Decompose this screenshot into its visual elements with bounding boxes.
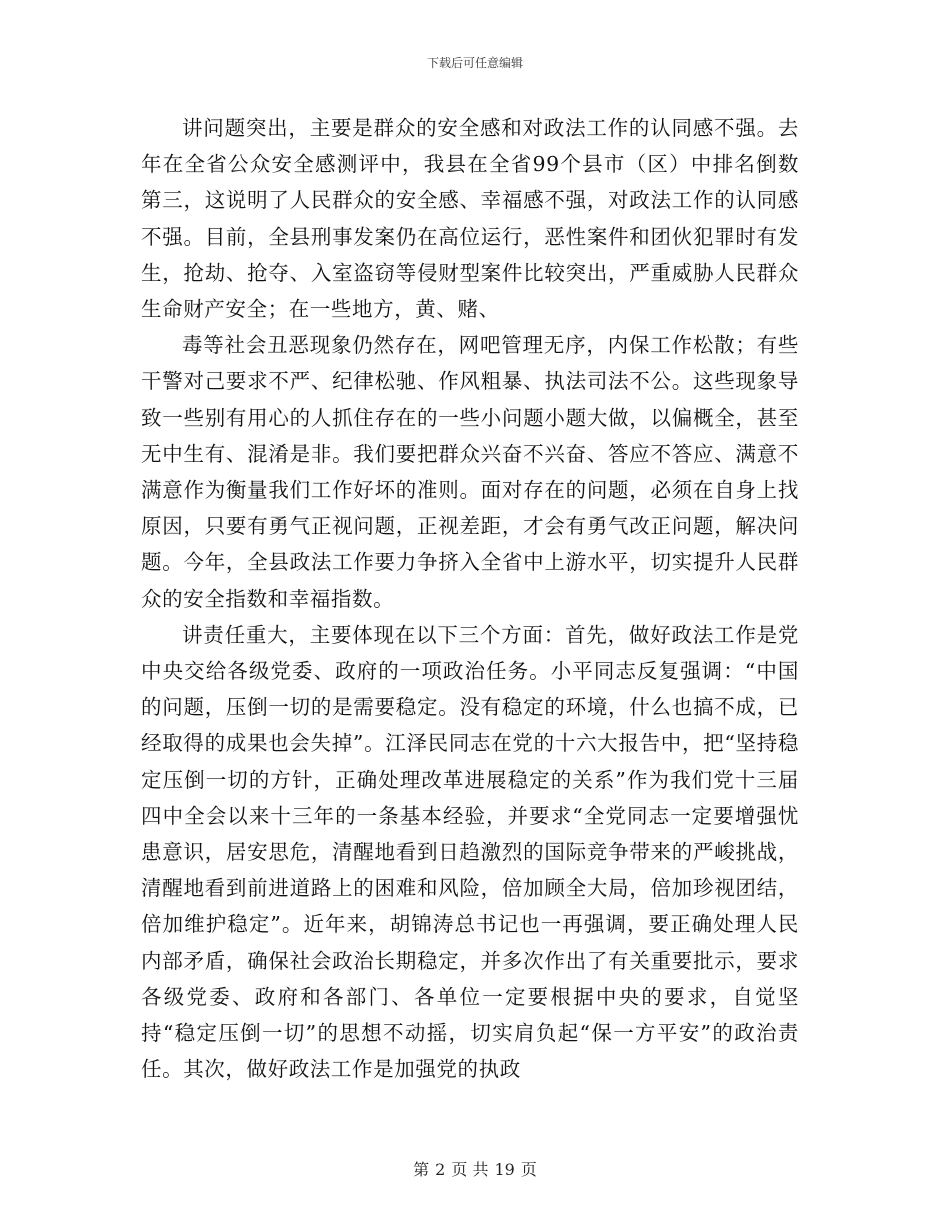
paragraph-problems: 讲问题突出，主要是群众的安全感和对政法工作的认同感不强。去年在全省公众安全感测评中，我县在全省99个县市（区）中排名倒数第三，这说明了人民群众的安全感、幸福感不强，对政法工作的认同感不强。目前，全县刑事发案仍在高位运行，恶性案件和团伙犯罪时有发生，抢劫、抢夺、入室盗窃等侵财型案件比较突出，严重威胁人民群众生命财产安全；在一些地方，黄、赌、 — [141, 116, 799, 322]
footer-middle: 页 共 — [451, 1160, 489, 1179]
footer-suffix: 页 — [520, 1160, 537, 1179]
page-header: 下载后可任意编辑 — [426, 56, 523, 70]
document-body — [141, 110, 799, 1087]
paragraph-social-issues: 毒等社会丑恶现象仍然存在，网吧管理无序，内保工作松散；有些干警对己要求不严、纪律松驰、作风粗暴、执法司法不公。这些现象导致一些别有用心的人抓住存在的一些小问题小题大做，以偏概全，甚至无中生有、混淆是非。我们要把群众兴奋不兴奋、答应不答应、满意不满意作为衡量我们工作好坏的准则。面对存在的问题，必须在自身上找原因，只要有勇气正视问题，正视差距，才会有勇气改正问题，解决问题。今年，全县政法工作要力争挤入全省中上游水平，切实提升人民群众的安全指数和幸福指数。 — [141, 333, 799, 611]
footer-current-page: 2 — [435, 1160, 446, 1179]
footer-prefix: 第 — [413, 1160, 430, 1179]
page-footer — [0, 1157, 950, 1180]
paragraph-responsibility: 讲责任重大，主要体现在以下三个方面：首先，做好政法工作是党中央交给各级党委、政府的一项政治任务。小平同志反复强调：“中国的问题，压倒一切的是需要稳定。没有稳定的环境，什么也搞不成，已经取得的成果也会失掉”。江泽民同志在党的十六大报告中，把“坚持稳定压倒一切的方针，正确处理改革进展稳定的关系”作为我们党十三届四中全会以来十三年的一条基本经验，并要求“全党同志一定要增强忧患意识，居安思危，清醒地看到日趋激烈的国际竞争带来的严峻挑战，清醒地看到前进道路上的困难和风险，倍加顾全大局，倍加珍视团结，倍加维护稳定”。近年来，胡锦涛总书记也一再强调，要正确处理人民内部矛盾，确保社会政治长期稳定，并多次作出了有关重要批示，要求各级党委、政府和各部门、各单位一定要根据中央的要求，自觉坚持“稳定压倒一切”的思想不动摇，切实肩负起“保一方平安”的政治责任。其次，做好政法工作是加强党的执政 — [141, 622, 799, 1082]
footer-total-pages: 19 — [494, 1160, 515, 1179]
